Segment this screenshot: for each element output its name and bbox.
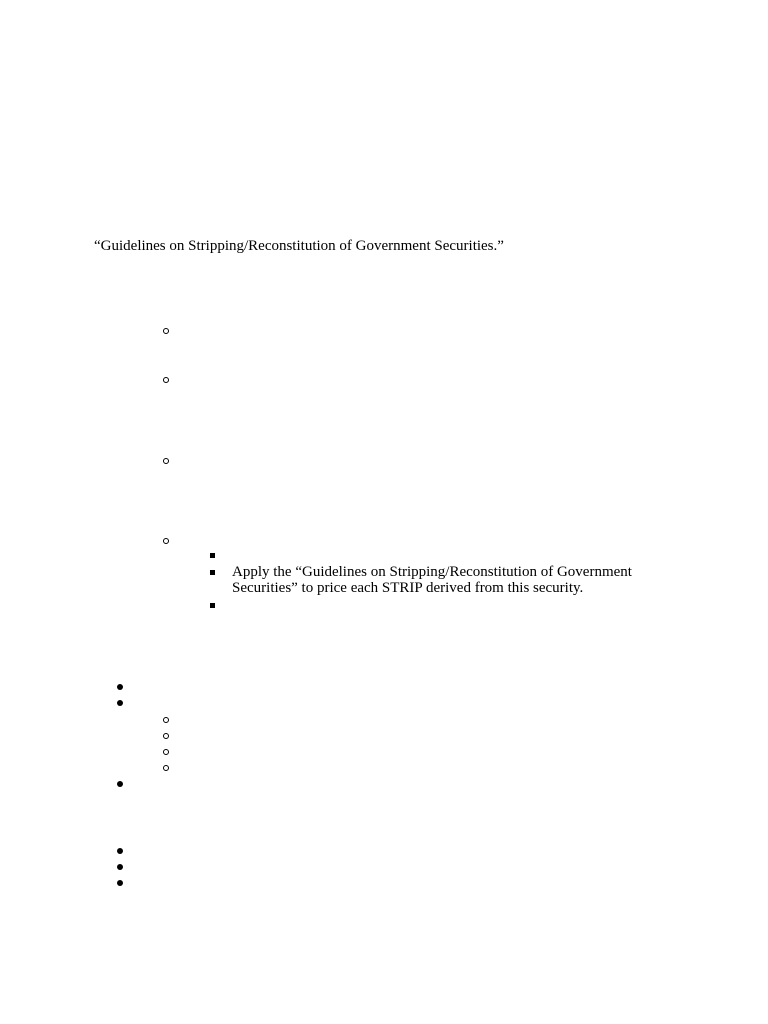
disc-bullet-1 [117,684,123,690]
circle-bullet-8 [163,765,169,771]
disc-bullet-6 [117,880,123,886]
circle-bullet-4 [163,538,169,544]
square-bullet-1 [210,553,215,558]
circle-bullet-1 [163,328,169,334]
circle-bullet-5 [163,717,169,723]
square-bullet-2 [210,570,215,575]
guidelines-title-line: “Guidelines on Stripping/Reconstitution of Government Securities.” [94,238,504,254]
circle-bullet-2 [163,377,169,383]
disc-bullet-3 [117,781,123,787]
disc-bullet-2 [117,700,123,706]
square-bullet-3 [210,603,215,608]
circle-bullet-6 [163,733,169,739]
circle-bullet-3 [163,458,169,464]
circle-bullet-7 [163,749,169,755]
disc-bullet-5 [117,864,123,870]
disc-bullet-4 [117,848,123,854]
strip-pricing-item: Apply the “Guidelines on Stripping/Reconstitution of Government Securities” to price each STRIP derived from this security. [232,564,632,596]
